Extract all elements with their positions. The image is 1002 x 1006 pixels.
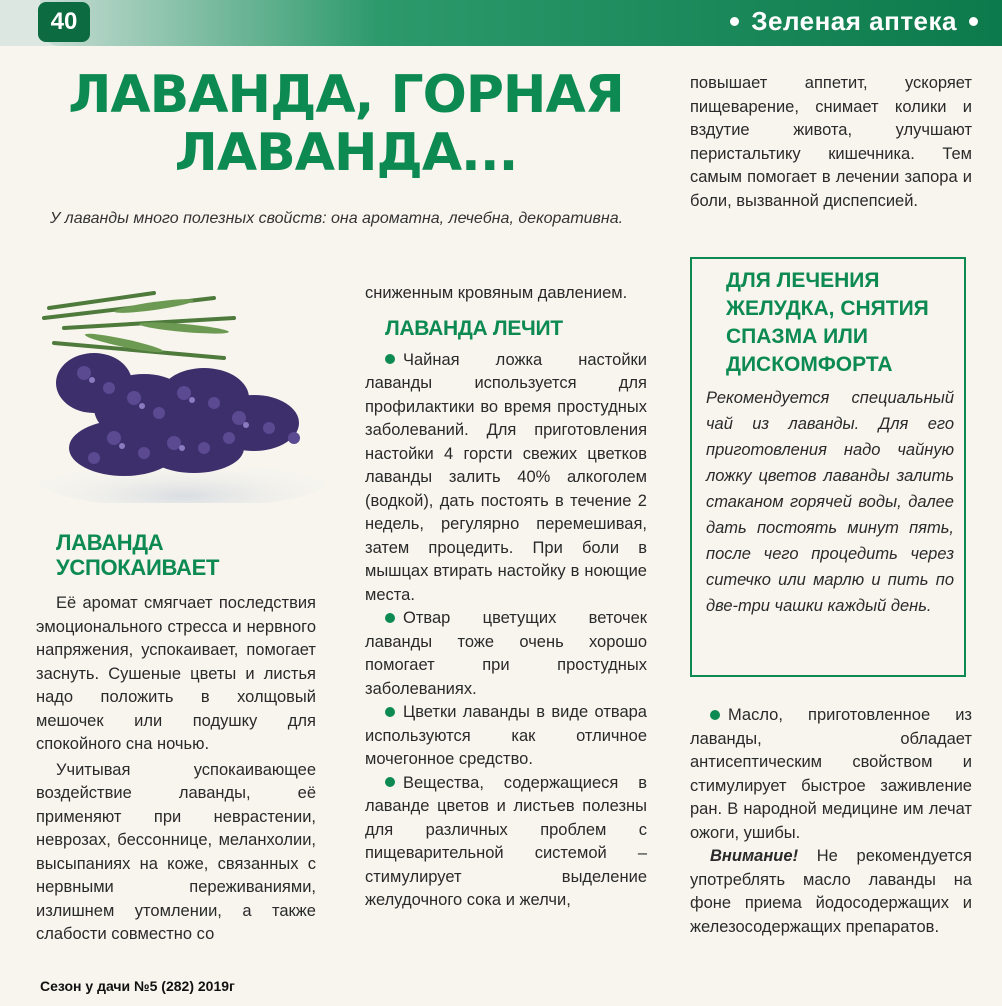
box-text: Рекомендуется специальный чай из лаванды. Для его приготовления надо чайную ложку цветов лаванды залить стаканом горячей воды, далее дать постоять минут пять, после чего процедить через ситечко или марлю и пить по две-три чашки каждый день. [706,389,954,615]
article-lead: У лаванды много полезных свойств: она ароматна, лечебна, декоративна. [50,210,624,227]
bullet-item [365,772,647,913]
bullet-dot-icon [969,17,978,26]
box-title-line-2: ЖЕЛУДКА, СНЯТИЯ [726,297,929,320]
bullet-item [365,701,647,772]
box-title [726,267,954,379]
box-title-line-3: СПАЗМА ИЛИ [726,325,868,348]
bullet-text: Масло, приготовленное из лаванды, обладает антисептическим свойством и стимулирует быстрое заживление ран. В народной медицине им лечат ожоги, ушибы. [690,706,972,842]
bullet-item [690,704,972,845]
heading-heals: ЛАВАНДА ЛЕЧИТ [385,316,563,340]
bullet-dot-icon [385,354,395,364]
article-title [36,66,656,182]
tea-recipe-box [690,257,966,677]
lavender-photo [34,288,324,503]
column-calms [36,530,316,947]
bullet-dot-icon [730,17,739,26]
bullet-dot-icon [710,710,720,720]
page-header [0,0,1002,52]
warning-paragraph [690,845,972,939]
section-title [718,6,990,37]
column-heals [365,282,647,913]
bullet-text: Чайная ложка настойки лаванды используется для профилактики во время простудных заболеваний. Для приготовления настойки 4 горсти свежих цветков лаванды залить 40% алкоголем (водкой), дать постоять в течение 2 недель, регулярно перемешивая, затем процедить. При боли в мышцах втирать настойку в ноющие места. [365,350,647,604]
heading-calms [56,530,316,580]
heading-calms-line-2: УСПОКАИВАЕТ [56,555,220,580]
bullet-dot-icon [385,707,395,717]
bullet-dot-icon [385,777,395,787]
paragraph-calms-2: Учитывая успокаивающее воздействие лаванды, её применяют при неврастении, неврозах, бессоннице, меланхолии, высыпаниях на коже, связанных с нервными переживаниями, излишнем утомлении, а также слабости совместно со [36,760,316,943]
page-number: 40 [38,2,90,42]
box-title-line-1: ДЛЯ ЛЕЧЕНИЯ [726,269,880,292]
paragraph-digestion: повышает аппетит, ускоряет пищеварение, снимает колики и вздутие живота, улучшают перистальтику кишечника. Тем самым помогает в лечении запора и боли, вызванной диспепсией. [690,74,972,210]
bullet-text: Цветки лаванды в виде отвара используются как отличное мочегонное средство. [365,703,647,768]
column-oil [690,704,972,939]
warning-text: Не рекомендуется употреблять масло лаванды на фоне приема йодосодержащих и железосодержащих препаратов. [690,847,972,936]
column-digestion [690,72,972,213]
warning-label: Внимание! [710,847,799,865]
heading-calms-line-1: ЛАВАНДА [56,530,164,555]
bullet-dot-icon [385,613,395,623]
source-caption: Сезон у дачи №5 (282) 2019г [40,978,235,994]
title-line-2: ЛАВАНДА... [174,123,518,183]
bullet-item [365,607,647,701]
bullet-item [365,349,647,608]
box-title-line-4: ДИСКОМФОРТА [726,353,893,376]
title-line-1: ЛАВАНДА, ГОРНАЯ [68,65,624,125]
paragraph-calms-1: Её аромат смягчает последствия эмоционального стресса и нервного напряжения, успокаивает, помогает заснуть. Сушеные цветы и листья надо положить в холщовый мешочек или подушку для спокойного сна ночью. [36,594,316,753]
bullet-text: Вещества, содержащиеся в лаванде цветов и листьев полезны для различных проблем с пищеварительной системой – стимулирует выделение желудочного сока и желчи, [365,773,647,909]
bullet-text: Отвар цветущих веточек лаванды тоже очень хорошо помогает при простудных заболеваниях. [365,609,647,698]
section-label: Зеленая аптека [751,6,957,36]
paragraph-continuation: сниженным кровяным давлением. [365,284,628,302]
